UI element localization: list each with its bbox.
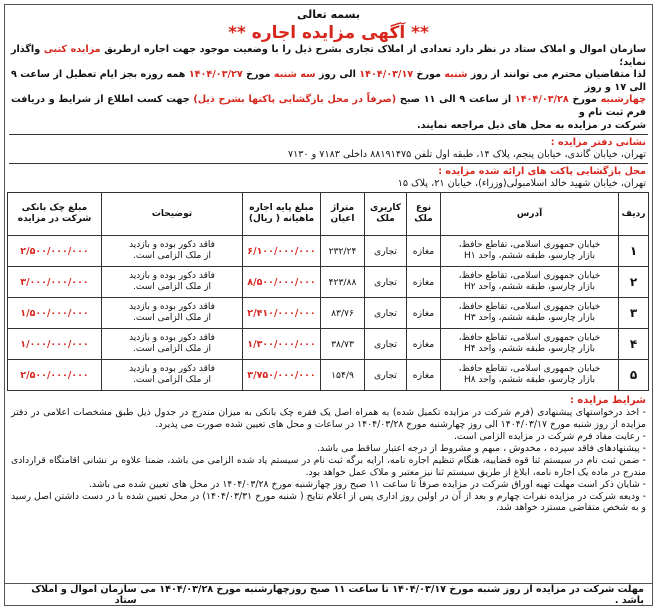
list-item: - ضمن ثبت نام در سیستم ثنا قوه قضاییه، هنگام تنظیم اجاره نامه، ارایه برگه ثبت نام در سیستم یاد شده الزامی می باشد، ضمنا علاوه بر نشانی اقامتگاه قراردادی مندرج در ماده یک اجاره نامه، ابلاغ از طریق سیستم ثنا نیز معتبر و ملاک عمل خواهد بود.	[11, 455, 646, 479]
col-row: ردیف	[619, 193, 649, 236]
office-address: تهران، خیابان گاندی، خیابان پنجم، پلاک ۱۴، طبقه اول تلفن ۸۸۱۹۱۴۷۵ داخلی ۷۱۸۳ و ۷۱۳۰	[287, 149, 646, 161]
col-area: متراژ اعیان	[321, 193, 365, 236]
opening-title: محل بازگشایی پاکت های ارائه شده مزایده :	[438, 166, 646, 178]
table-row: ۴ خیابان جمهوری اسلامی، تقاطع حافظ، بازار چارسو، طبقه ششم، واحد H۴ مغازه تجاری ۳۸/۷۳ ۱/۳۰۰/۰۰۰/۰۰۰ فاقد دکور بوده و بازدید از ملک الزامی است. ۱/۰۰۰/۰۰۰/۰۰۰	[8, 329, 649, 360]
table-row: ۵ خیابان جمهوری اسلامی، تقاطع حافظ، بازار چارسو، طبقه ششم، واحد H۸ مغازه تجاری ۱۵۴/۹ ۳/۷۵۰/۰۰۰/۰۰۰ فاقد دکور بوده و بازدید از ملک الزامی است. ۲/۵۰۰/۰۰۰/۰۰۰	[8, 360, 649, 391]
office-address-section	[5, 137, 652, 161]
table-row: ۱ خیابان جمهوری اسلامی، تقاطع حافظ، بازار چارسو، طبقه ششم، واحد H۱ مغازه تجاری ۲۳۲/۲۴ ۶/۱۰۰/۰۰۰/۰۰۰ فاقد دکور بوده و بازدید از ملک الزامی است. ۲/۵۰۰/۰۰۰/۰۰۰	[8, 236, 649, 267]
conditions-list	[5, 407, 652, 514]
opening-address-section	[5, 166, 652, 190]
list-item: - پیشنهادهای فاقد سپرده ، مخدوش ، مبهم و مشروط از درجه اعتبار ساقط می باشد.	[11, 443, 646, 455]
divider	[9, 134, 648, 135]
table-row: ۳ خیابان جمهوری اسلامی، تقاطع حافظ، بازار چارسو، طبقه ششم، واحد H۳ مغازه تجاری ۸۳/۷۶ ۲/۴۱۰/۰۰۰/۰۰۰ فاقد دکور بوده و بازدید از ملک الزامی است. ۱/۵۰۰/۰۰۰/۰۰۰	[8, 298, 649, 329]
conditions-title: شرایط مزایده :	[569, 395, 646, 407]
list-item: - رعایت مفاد فرم شرکت در مزایده الزامی است.	[11, 431, 646, 443]
col-description: توضیحات	[102, 193, 243, 236]
list-item: - شایان ذکر است مهلت تهیه اوراق شرکت در مزایده صرفاً تا ساعت ۱۱ صبح روز چهارشنبه مورخ ۱۴۰۴/۰۳/۲۸ در محل های تعیین شده می باشد.	[11, 479, 646, 491]
intro-paragraph: سازمان اموال و املاک ستاد در نظر دارد تعدادی از املاک تجاری بشرح ذیل را با وضعیت موجود جهت اجاره ازطریق مزایده کتبی واگذار نماید؛ لذا متقاضیان محترم می توانند از روز شنبه مورخ ۱۴۰۴/۰۳/۱۷ الی روز سه شنبه مورخ ۱۴۰۴/۰۳/۲۷ همه روزه بجز ایام تعطیل از ساعت ۹ الی ۱۷ و روز چهارشنبه مورخ ۱۴۰۴/۰۳/۲۸ از ساعت ۹ الی ۱۱ صبح (صرفاً در محل بازگشایی پاکتها بشرح ذیل) جهت کسب اطلاع از شرایط و دریافت فرم ثبت نام و شرکت در مزایده به محل های ذیل مراجعه نمایند.	[11, 44, 647, 131]
list-item: - اخذ درخواستهای پیشنهادی (فرم شرکت در مزایده تکمیل شده) به همراه اصل یک فقره چک بانکی به میزان مندرج در جدول ذیل طبق مشخصات اعلامی در دفتر مزایده از روز شنبه مورخ ۱۴۰۴/۰۳/۱۷ الی روز چهارشنبه مورخ ۱۴۰۴/۰۳/۲۸ در ساعات و محل های تعیین شده صورت می پذیرد.	[11, 407, 646, 431]
office-title: نشانی دفتر مزایده :	[550, 137, 646, 149]
auction-notice	[4, 4, 653, 606]
col-type: نوع ملک	[407, 193, 441, 236]
deadline-text: مهلت شرکت در مزایده از روز شنبه مورخ ۱۴۰۴/۰۳/۱۷ تا ساعت ۱۱ صبح روزچهارشنبه مورخ ۱۴۰۴/۰۳/۲۸ می باشد .	[140, 583, 644, 606]
opening-address: تهران، خیابان شهید خالد اسلامبولی(وزراء)، خیابان ۲۱، پلاک ۱۵	[397, 178, 646, 190]
col-address: آدرس	[441, 193, 619, 236]
table-row: ۲ خیابان جمهوری اسلامی، تقاطع حافظ، بازار چارسو، طبقه ششم، واحد H۲ مغازه تجاری ۴۲۳/۸۸ ۸/۵۰۰/۰۰۰/۰۰۰ فاقد دکور بوده و بازدید از ملک الزامی است. ۳/۰۰۰/۰۰۰/۰۰۰	[8, 267, 649, 298]
col-usage: کاربری ملک	[365, 193, 407, 236]
property-table	[7, 192, 649, 391]
divider	[9, 163, 648, 164]
footer-bar	[5, 583, 652, 605]
col-base-rent: مبلغ پایه اجاره ماهیانه ( ریال)	[243, 193, 321, 236]
organization-name: سازمان اموال و املاک ستاد	[31, 583, 137, 606]
list-item: - ودیعه شرکت در مزایده نفرات چهارم و بعد از آن در اولین روز اداری پس از اعلام نتایج ( شنبه مورخ ۱۴۰۴/۰۳/۳۱) در محل تعیین شده با در دست داشتن اصل رسید و به شخص متقاضی مسترد خواهد شد.	[11, 491, 646, 515]
table-header-row	[8, 193, 649, 236]
col-check-amount: مبلغ چک بانکی شرکت در مزایده	[8, 193, 102, 236]
bismillah: بسمه تعالی	[297, 8, 360, 21]
notice-title: ** آگهی مزایده اجاره **	[228, 23, 429, 43]
